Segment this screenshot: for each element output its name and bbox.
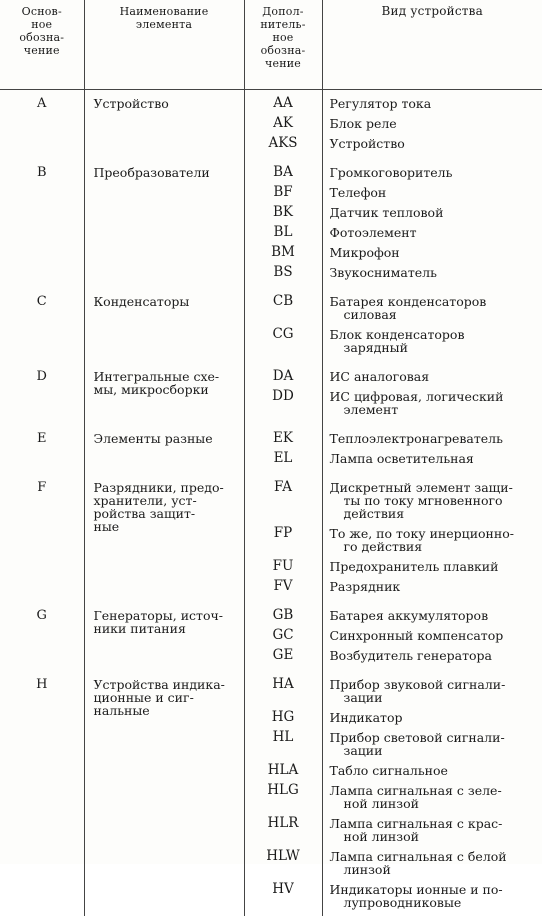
device-description-line: ной линзой	[330, 830, 539, 843]
additional-code: HV	[245, 883, 322, 916]
element-name-cell	[84, 600, 244, 669]
device-description	[330, 678, 539, 711]
header-line: Вид устройства	[325, 5, 541, 18]
additional-code: HLA	[245, 764, 322, 784]
additional-code: FU	[245, 560, 322, 580]
element-name-line: ционные и сиг-	[94, 691, 240, 704]
device-description-line: Батарея аккумуляторов	[330, 609, 539, 622]
additional-code: FA	[245, 481, 322, 527]
device-description-line: Громкоговоритель	[330, 166, 539, 179]
additional-code: BK	[245, 206, 322, 226]
device-description	[330, 166, 539, 186]
device-description-line: Прибор световой сигнали-	[330, 731, 539, 744]
additional-code-cell	[244, 669, 322, 916]
element-name-line: ники питания	[94, 622, 240, 635]
device-type-cell	[322, 423, 542, 472]
device-description-line: Лампа осветительная	[330, 452, 539, 465]
device-description-line: Лампа сигнальная с белой	[330, 850, 539, 863]
table-row	[0, 669, 542, 916]
main-code-cell: A	[0, 90, 84, 158]
device-description	[330, 817, 539, 850]
header-line: обозна-	[2, 31, 82, 44]
header-line: нитель-	[247, 18, 320, 31]
additional-code: AK	[245, 117, 322, 137]
element-name-cell	[84, 361, 244, 423]
element-name-line: Преобразователи	[94, 166, 240, 179]
device-description-line: ИС цифровая, логический	[330, 390, 539, 403]
additional-code: GB	[245, 609, 322, 629]
element-name-cell	[84, 472, 244, 600]
device-description-line: Датчик тепловой	[330, 206, 539, 219]
device-description-line: Лампа сигнальная с зеле-	[330, 784, 539, 797]
device-description-line: действия	[330, 507, 539, 520]
device-description-line: линзой	[330, 863, 539, 876]
header-additional-code	[244, 0, 322, 90]
element-name-line: ройства защит-	[94, 507, 240, 520]
element-name-line: Генераторы, источ-	[94, 609, 240, 622]
additional-code-cell	[244, 90, 322, 158]
element-name-line: Конденсаторы	[94, 295, 240, 308]
element-name-line: хранители, уст-	[94, 494, 240, 507]
device-description-line: Звукосниматель	[330, 266, 539, 279]
additional-code: BA	[245, 166, 322, 186]
header-line: Допол-	[247, 5, 320, 18]
additional-code: GC	[245, 629, 322, 649]
additional-code: CB	[245, 295, 322, 328]
device-description	[330, 629, 539, 649]
additional-code-cell	[244, 423, 322, 472]
device-description	[330, 370, 539, 390]
element-name-cell	[84, 423, 244, 472]
header-line: обозна-	[247, 44, 320, 57]
additional-code: HA	[245, 678, 322, 711]
device-description-line: зарядный	[330, 341, 539, 354]
element-name-line: нальные	[94, 704, 240, 717]
device-description-line: Телефон	[330, 186, 539, 199]
main-code-cell: C	[0, 286, 84, 361]
device-description-line: ты по току мгновенного	[330, 494, 539, 507]
additional-code-cell	[244, 157, 322, 286]
device-description-line: Возбудитель генератора	[330, 649, 539, 662]
device-description	[330, 246, 539, 266]
device-description	[330, 560, 539, 580]
element-name-line: Устройство	[94, 97, 240, 110]
device-description-line: Дискретный элемент защи-	[330, 481, 539, 494]
device-type-cell	[322, 600, 542, 669]
table-row	[0, 90, 542, 158]
additional-code: EL	[245, 452, 322, 472]
device-description	[330, 206, 539, 226]
device-description-line: Регулятор тока	[330, 97, 539, 110]
element-name-cell	[84, 286, 244, 361]
element-name-line: Устройства индика-	[94, 678, 240, 691]
device-description	[330, 580, 539, 600]
element-name-line: Разрядники, предо-	[94, 481, 240, 494]
main-code-cell: F	[0, 472, 84, 600]
main-code-cell: D	[0, 361, 84, 423]
additional-code: CG	[245, 328, 322, 361]
device-description-line: Блок конденсаторов	[330, 328, 539, 341]
device-description-line: зации	[330, 744, 539, 757]
device-description	[330, 295, 539, 328]
device-description-line: Фотоэлемент	[330, 226, 539, 239]
device-description-line: элемент	[330, 403, 539, 416]
element-name-cell	[84, 90, 244, 158]
additional-code: FP	[245, 527, 322, 560]
header-device-type	[322, 0, 542, 90]
main-code-cell: E	[0, 423, 84, 472]
header-line: Основ-	[2, 5, 82, 18]
device-description	[330, 649, 539, 669]
device-description-line: ной линзой	[330, 797, 539, 810]
element-name-cell	[84, 669, 244, 916]
additional-code: HLR	[245, 817, 322, 850]
device-description-line: Индикаторы ионные и по-	[330, 883, 539, 896]
header-line: Наименование	[87, 5, 242, 18]
device-description	[330, 527, 539, 560]
device-description-line: зации	[330, 691, 539, 704]
device-description	[330, 850, 539, 883]
device-description-line: силовая	[330, 308, 539, 321]
additional-code-cell	[244, 286, 322, 361]
device-type-cell	[322, 361, 542, 423]
device-description-line: го действия	[330, 540, 539, 553]
additional-code-cell	[244, 361, 322, 423]
table-row	[0, 423, 542, 472]
additional-code: BS	[245, 266, 322, 286]
device-description-line: Предохранитель плавкий	[330, 560, 539, 573]
main-code-cell: H	[0, 669, 84, 916]
table-header-row	[0, 0, 542, 90]
element-name-line: Интегральные схе-	[94, 370, 240, 383]
device-description-line: лупроводниковые	[330, 896, 539, 909]
header-element-name	[84, 0, 244, 90]
device-description	[330, 452, 539, 472]
table-row	[0, 361, 542, 423]
additional-code: BF	[245, 186, 322, 206]
device-description-line: Лампа сигнальная с крас-	[330, 817, 539, 830]
device-description	[330, 883, 539, 916]
device-description	[330, 328, 539, 361]
device-description-line: ИС аналоговая	[330, 370, 539, 383]
table-body	[0, 90, 542, 916]
header-line: чение	[2, 44, 82, 57]
header-line: элемента	[87, 18, 242, 31]
device-description	[330, 711, 539, 731]
device-description-line: Разрядник	[330, 580, 539, 593]
additional-code: EK	[245, 432, 322, 452]
device-description	[330, 764, 539, 784]
device-description	[330, 97, 539, 117]
additional-code: HLW	[245, 850, 322, 883]
device-description-line: Теплоэлектронагреватель	[330, 432, 539, 445]
device-type-cell	[322, 286, 542, 361]
device-description	[330, 226, 539, 246]
device-description	[330, 137, 539, 157]
header-line: ное	[247, 31, 320, 44]
additional-code: AKS	[245, 137, 322, 157]
additional-code: HG	[245, 711, 322, 731]
device-type-cell	[322, 472, 542, 600]
device-description	[330, 432, 539, 452]
main-code-cell: G	[0, 600, 84, 669]
device-description-line: Индикатор	[330, 711, 539, 724]
device-description	[330, 784, 539, 817]
additional-code: AA	[245, 97, 322, 117]
additional-code: DA	[245, 370, 322, 390]
header-main-code	[0, 0, 84, 90]
device-description	[330, 390, 539, 423]
device-description-line: Синхронный компенсатор	[330, 629, 539, 642]
device-type-cell	[322, 157, 542, 286]
element-name-cell	[84, 157, 244, 286]
device-description-line: Табло сигнальное	[330, 764, 539, 777]
additional-code: BL	[245, 226, 322, 246]
header-line: ное	[2, 18, 82, 31]
device-type-cell	[322, 90, 542, 158]
additional-code: HLG	[245, 784, 322, 817]
additional-code-cell	[244, 472, 322, 600]
device-description	[330, 266, 539, 286]
main-code-cell: B	[0, 157, 84, 286]
additional-code: BM	[245, 246, 322, 266]
table-row	[0, 472, 542, 600]
device-type-cell	[322, 669, 542, 916]
element-name-line: Элементы разные	[94, 432, 240, 445]
device-description-line: Прибор звуковой сигнали-	[330, 678, 539, 691]
additional-code: DD	[245, 390, 322, 423]
table-row	[0, 157, 542, 286]
device-description-line: Батарея конденсаторов	[330, 295, 539, 308]
element-name-line: ные	[94, 520, 240, 533]
device-description	[330, 481, 539, 527]
device-description	[330, 117, 539, 137]
table-row	[0, 286, 542, 361]
device-description	[330, 731, 539, 764]
additional-code: HL	[245, 731, 322, 764]
device-description	[330, 186, 539, 206]
table-row	[0, 600, 542, 669]
device-description-line: То же, по току инерционно-	[330, 527, 539, 540]
device-description-line: Устройство	[330, 137, 539, 150]
additional-code-cell	[244, 600, 322, 669]
additional-code: GE	[245, 649, 322, 669]
device-description-line: Микрофон	[330, 246, 539, 259]
element-name-line: мы, микросборки	[94, 383, 240, 396]
header-line: чение	[247, 57, 320, 70]
additional-code: FV	[245, 580, 322, 600]
device-description-line: Блок реле	[330, 117, 539, 130]
device-description	[330, 609, 539, 629]
